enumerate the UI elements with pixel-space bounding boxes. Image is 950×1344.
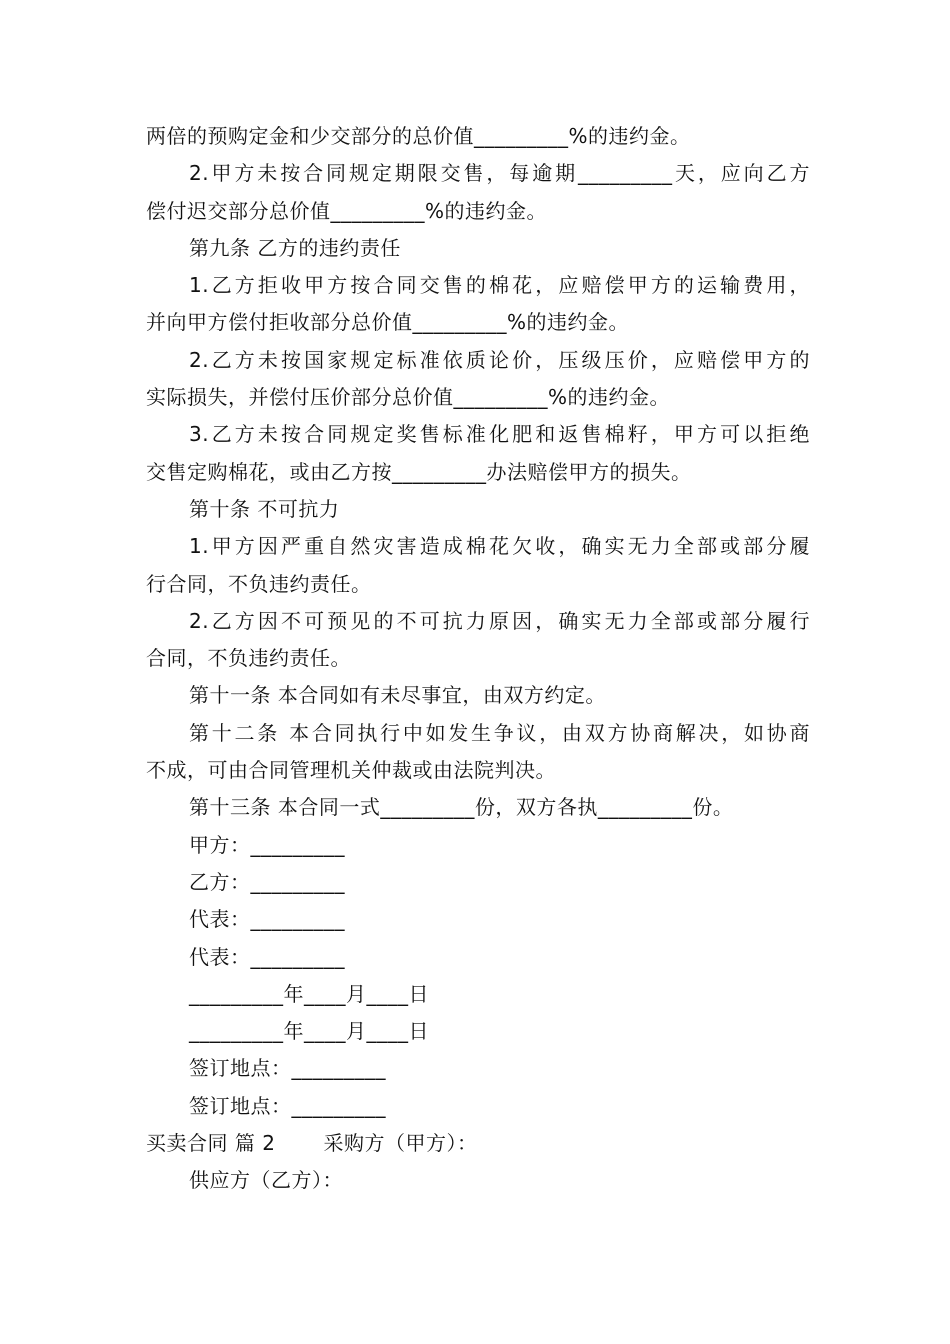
text-line: 3.乙方未按合同规定奖售标准化肥和返售棉籽，甲方可以拒绝	[189, 422, 810, 447]
document-body	[146, 118, 810, 1200]
text-line: 并向甲方偿付拒收部分总价值_________%的违约金。	[146, 310, 630, 335]
text-line: 合同，不负违约责任。	[146, 646, 351, 671]
text-line: 2.乙方因不可预见的不可抗力原因，确实无力全部或部分履行	[189, 608, 810, 633]
text-line: 2.甲方未按合同规定期限交售，每逾期_________天，应向乙方	[189, 161, 810, 186]
representative-line: 代表：_________	[189, 907, 345, 932]
signing-place-line: 签订地点：_________	[189, 1093, 386, 1118]
text-line: 1.甲方因严重自然灾害造成棉花欠收，确实无力全部或部分履	[189, 534, 810, 559]
party-b-signature-line: 乙方：_________	[189, 869, 345, 894]
text-line: 交售定购棉花，或由乙方按_________办法赔偿甲方的损失。	[146, 459, 692, 484]
supplier-line: 供应方（乙方）：	[189, 1168, 343, 1193]
party-a-signature-line: 甲方：_________	[189, 832, 345, 857]
text-line: 1.乙方拒收甲方按合同交售的棉花，应赔偿甲方的运输费用，	[189, 273, 810, 298]
text-line: 不成，可由合同管理机关仲裁或由法院判决。	[146, 758, 556, 783]
text-line: 两倍的预购定金和少交部分的总价值_________%的违约金。	[146, 124, 691, 148]
text-line: 2.乙方未按国家规定标准依质论价，压级压价，应赔偿甲方的	[189, 347, 810, 372]
date-line: _________年____月____日	[189, 981, 429, 1006]
section-heading: 第九条 乙方的违约责任	[189, 235, 401, 260]
text-line: 实际损失，并偿付压价部分总价值_________%的违约金。	[146, 385, 671, 410]
clause-line: 第十一条 本合同如有未尽事宜，由双方约定。	[189, 683, 606, 708]
clause-line: 第十二条 本合同执行中如发生争议，由双方协商解决，如协商	[189, 720, 810, 745]
text-line: 偿付迟交部分总价值_________%的违约金。	[146, 198, 548, 223]
clause-line: 第十三条 本合同一式_________份，双方各执_________份。	[189, 795, 734, 820]
representative-line: 代表：_________	[189, 944, 345, 969]
signing-place-line: 签订地点：_________	[189, 1056, 386, 1081]
date-line: _________年____月____日	[189, 1019, 429, 1044]
section-heading: 第十条 不可抗力	[189, 496, 340, 521]
text-line: 行合同，不负违约责任。	[146, 571, 372, 596]
contract-title-line: 买卖合同 篇 2 采购方（甲方）：	[146, 1131, 478, 1156]
